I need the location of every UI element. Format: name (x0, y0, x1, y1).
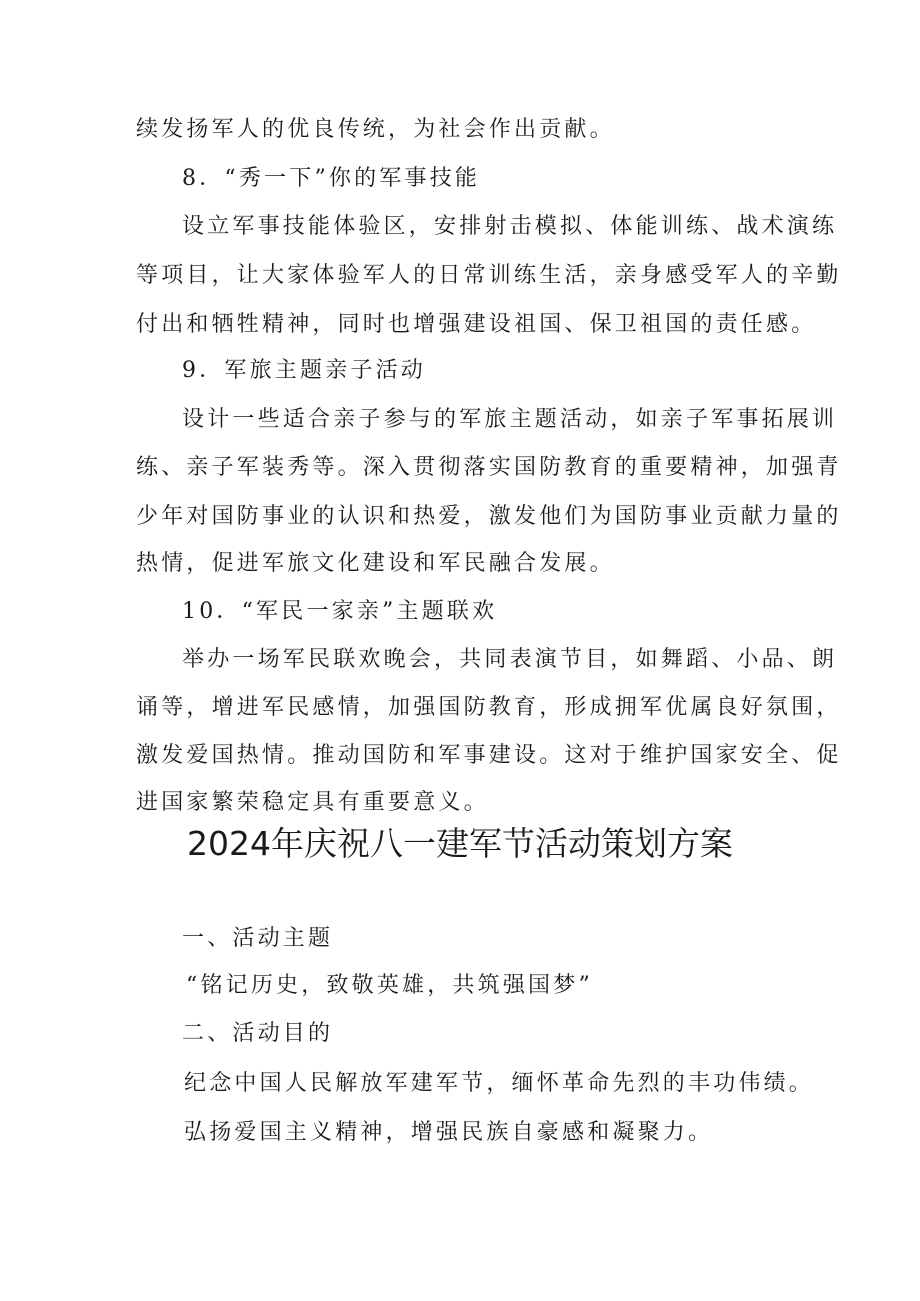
paragraph-line: 热情，促进军旅文化建设和军民融合发展。 (136, 551, 615, 576)
theme-slogan: “铭记历史，致敬英雄，共筑强国梦” (186, 973, 593, 998)
document-title: 2024年庆祝八一建军节活动策划方案 (187, 824, 733, 863)
paragraph-line: 设计一些适合亲子参与的军旅主题活动，如亲子军事拓展训 (182, 407, 838, 432)
paragraph-line: 设立军事技能体验区，安排射击模拟、体能训练、战术演练 (182, 214, 838, 239)
paragraph-line: 少年对国防事业的认识和热爱，激发他们为国防事业贡献力量的 (136, 504, 842, 529)
item-heading-8: 8．“秀一下”你的军事技能 (182, 166, 481, 191)
paragraph-line: 纪念中国人民解放军建军节，缅怀革命先烈的丰功伟绩。 (184, 1071, 815, 1096)
item-heading-10: 10．“军民一家亲”主题联欢 (182, 599, 498, 624)
paragraph-line: 续发扬军人的优良传统，为社会作出贡献。 (136, 117, 615, 142)
paragraph-line: 练、亲子军装秀等。深入贯彻落实国防教育的重要精神，加强青 (136, 455, 842, 480)
item-heading-9: 9．军旅主题亲子活动 (182, 358, 426, 383)
paragraph-line: 诵等，增进军民感情，加强国防教育，形成拥军优属良好氛围， (136, 695, 842, 720)
paragraph-line: 举办一场军民联欢晚会，共同表演节目，如舞蹈、小品、朗 (182, 647, 838, 672)
section-heading-2: 二、活动目的 (182, 1021, 334, 1046)
paragraph-line: 弘扬爱国主义精神，增强民族自豪感和凝聚力。 (184, 1120, 714, 1145)
paragraph-line: 等项目，让大家体验军人的日常训练生活，亲身感受军人的辛勤 (136, 263, 842, 288)
section-heading-1: 一、活动主题 (182, 926, 334, 951)
paragraph-line: 付出和牺牲精神，同时也增强建设祖国、保卫祖国的责任感。 (136, 312, 817, 337)
paragraph-line: 激发爱国热情。推动国防和军事建设。这对于维护国家安全、促 (136, 743, 842, 768)
paragraph-line: 进国家繁荣稳定具有重要意义。 (136, 790, 489, 815)
